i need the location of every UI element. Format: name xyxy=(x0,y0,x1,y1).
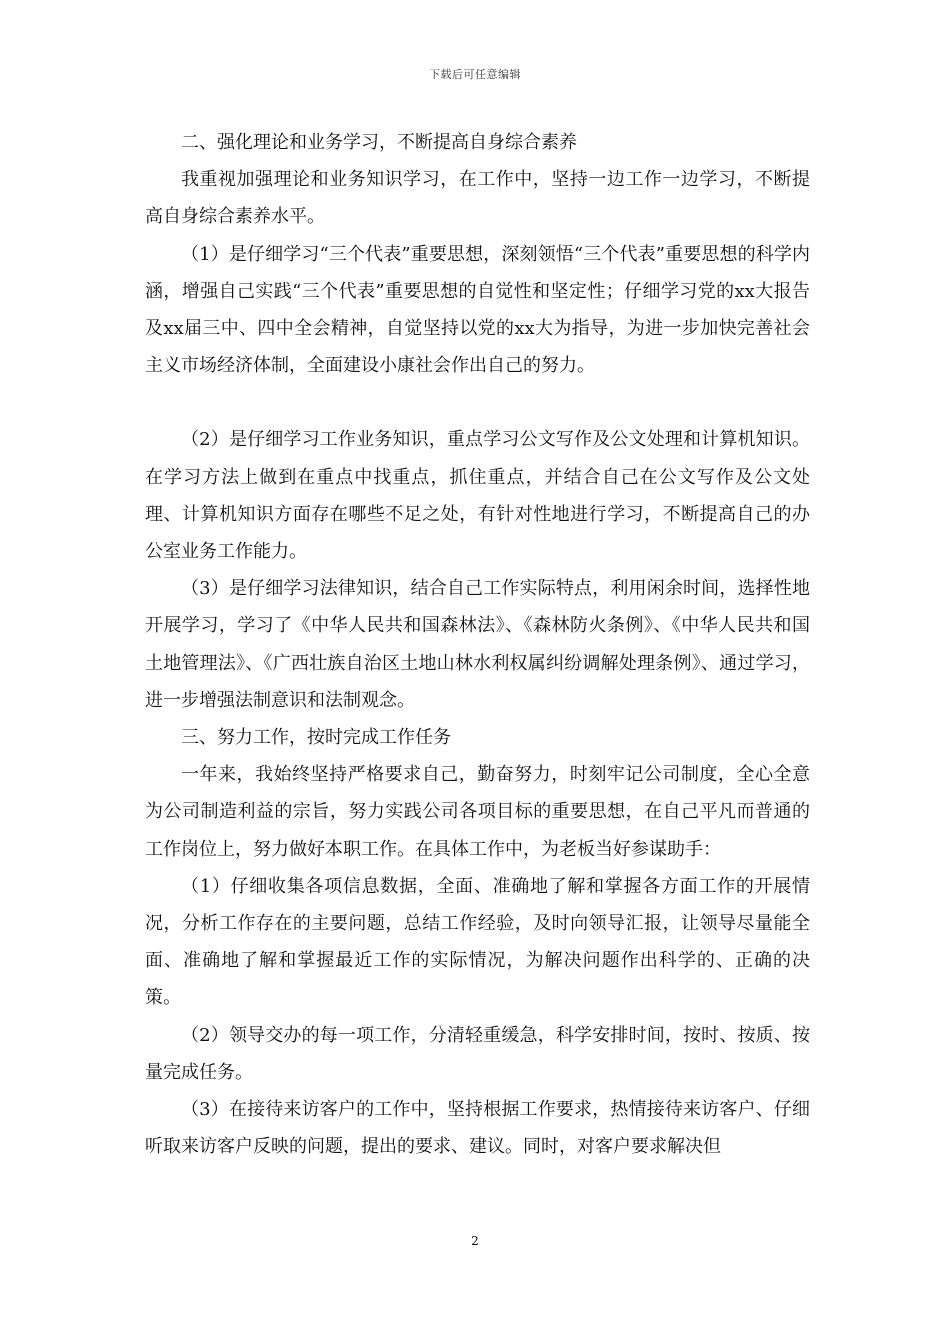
section-heading: 二、强化理论和业务学习，不断提高自身综合素养 xyxy=(181,132,577,153)
paragraph: （3）在接待来访客户的工作中，坚持根据工作要求，热情接待来访客户、仔细听取来访客户反映的问题，提出的要求、建议。同时，对客户要求解决但 xyxy=(145,1099,810,1158)
paragraph: 一年来，我始终坚持严格要求自己，勤奋努力，时刻牢记公司制度，全心全意为公司制造利益的宗旨，努力实践公司各项目标的重要思想，在自己平凡而普通的工作岗位上，努力做好本职工作。在具体工作中，为老板当好参谋助手： xyxy=(145,764,810,860)
page-number: 2 xyxy=(471,1234,479,1248)
section-heading: 三、努力工作，按时完成工作任务 xyxy=(181,727,451,749)
paragraph: （1）是仔细学习“三个代表”重要思想，深刻领悟“三个代表”重要思想的科学内涵，增强自己实践“三个代表”重要思想的自觉性和坚定性；仔细学习党的xx大报告及xx届三中、四中全会精神，自觉坚持以党的xx大为指导，为进一步加快完善社会主义市场经济体制，全面建设小康社会作出自己的努力。 xyxy=(145,243,810,377)
paragraph: （2）是仔细学习工作业务知识，重点学习公文写作及公文处理和计算机知识。在学习方法上做到在重点中找重点，抓住重点，并结合自己在公文写作及公文处理、计算机知识方面存在哪些不足之处，有针对性地进行学习，不断提高自己的办公室业务工作能力。 xyxy=(145,429,810,563)
page-header: 下载后可任意编辑 xyxy=(429,68,521,81)
document-body xyxy=(145,124,810,1165)
paragraph: （2）领导交办的每一项工作，分清轻重缓急，科学安排时间，按时、按质、按量完成任务。 xyxy=(145,1024,810,1083)
paragraph: （3）是仔细学习法律知识，结合自己工作实际特点，利用闲余时间，选择性地开展学习，学习了《中华人民共和国森林法》、《森林防火条例》、《中华人民共和国土地管理法》、《广西壮族自治区土地山林水利权属纠纷调解处理条例》、通过学习，进一步增强法制意识和法制观念。 xyxy=(145,578,810,711)
paragraph: 我重视加强理论和业务知识学习，在工作中，坚持一边工作一边学习，不断提高自身综合素养水平。 xyxy=(145,169,810,228)
paragraph: （1）仔细收集各项信息数据，全面、准确地了解和掌握各方面工作的开展情况，分析工作存在的主要问题，总结工作经验，及时向领导汇报，让领导尽量能全面、准确地了解和掌握最近工作的实际情况，为解决问题作出科学的、正确的决策。 xyxy=(145,875,810,1009)
